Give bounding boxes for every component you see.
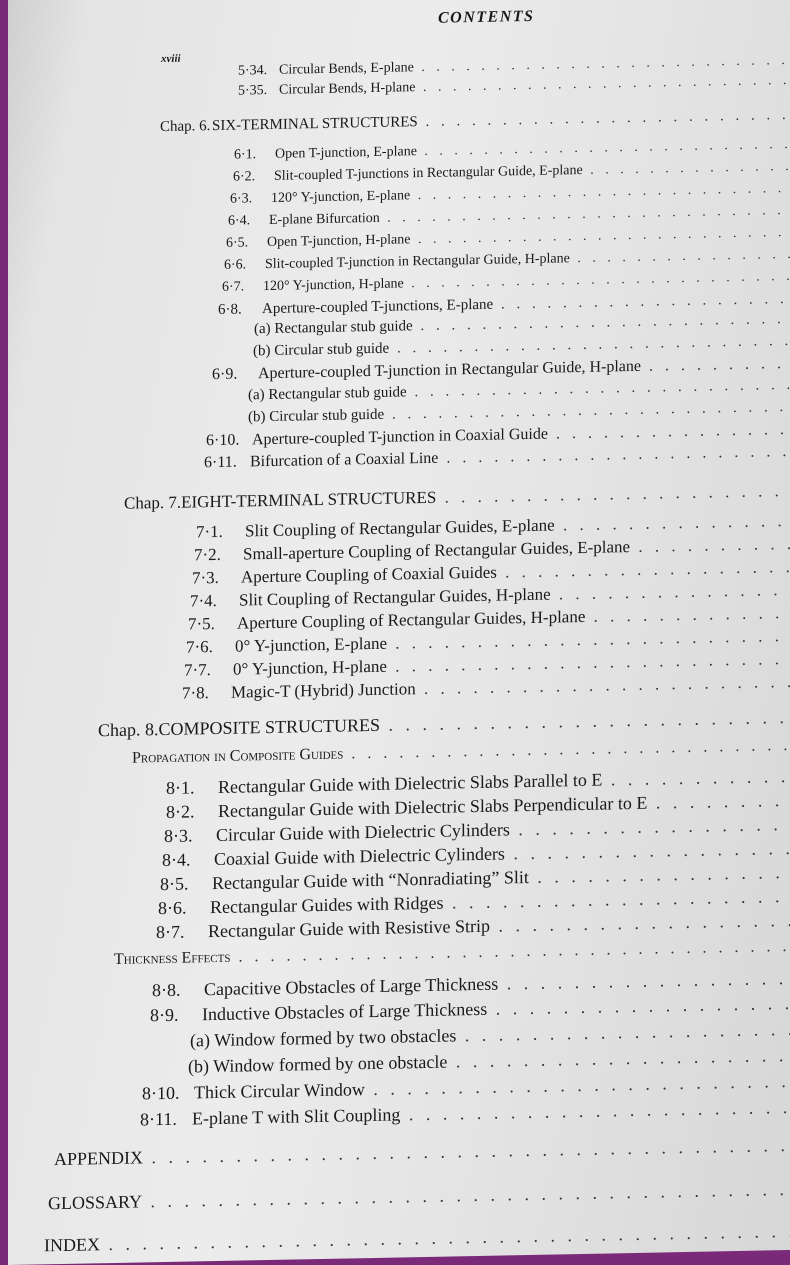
toc-entry[interactable] xyxy=(44,1221,790,1262)
entry-title: Thick Circular Window xyxy=(194,1079,365,1103)
entry-title: Bifurcation of a Coaxial Line xyxy=(250,449,439,471)
entry-number: Chap. 7. xyxy=(124,492,182,513)
toc-entry[interactable] xyxy=(48,1179,790,1220)
page-header: CONTENTS xyxy=(438,7,535,27)
entry-title: Small-aperture Coupling of Rectangular Guides, E-plane xyxy=(243,537,631,564)
entry-title: (b) Window formed by one obstacle xyxy=(188,1051,448,1077)
entry-number: 8·9. xyxy=(150,1004,179,1026)
entry-number: 7·7. xyxy=(184,660,211,680)
entry-number: 6·8. xyxy=(218,301,242,318)
entry-title: Circular Bends, E-plane xyxy=(279,60,414,78)
entry-number: 8·8. xyxy=(152,979,181,1001)
entry-title: (a) Rectangular stub guide xyxy=(254,318,413,338)
entry-title: Aperture Coupling of Rectangular Guides, H-plane xyxy=(237,606,586,633)
entry-title: Aperture Coupling of Coaxial Guides xyxy=(241,562,497,587)
entry-title: Slit Coupling of Rectangular Guides, H-plane xyxy=(239,584,551,610)
entry-title: Rectangular Guides with Ridges xyxy=(210,892,444,918)
entry-title: Rectangular Guide with Dielectric Slabs Perpendicular to E xyxy=(218,792,648,821)
entry-title: (b) Circular stub guide xyxy=(253,340,390,360)
entry-number: Chap. 8. xyxy=(98,719,159,741)
entry-title: Inductive Obstacles of Large Thickness xyxy=(202,998,488,1025)
entry-number: 6·6. xyxy=(224,257,247,273)
entry-number: 7·4. xyxy=(190,590,217,611)
entry-number: 6·3. xyxy=(230,191,253,207)
entry-title: Slit-coupled T-junctions in Rectangular Guide, E-plane xyxy=(274,162,583,184)
entry-number: 7·2. xyxy=(194,544,221,565)
entry-number: 7·8. xyxy=(182,683,209,703)
toc-entry[interactable] xyxy=(54,1135,790,1175)
entry-title: Rectangular Guide with Resistive Strip xyxy=(208,915,490,942)
entry-title: Capacitive Obstacles of Large Thickness xyxy=(204,973,499,1000)
entry-title: E-plane Bifurcation xyxy=(269,210,380,228)
entry-title: Thickness Effects xyxy=(114,948,231,968)
entry-title: Rectangular Guide with “Nonradiating” Slit xyxy=(212,866,529,894)
entry-title: EIGHT-TERMINAL STRUCTURES xyxy=(181,487,437,512)
entry-title: Slit-coupled T-junction in Rectangular Guide, H-plane xyxy=(265,251,570,273)
entry-number: 6·2. xyxy=(233,169,256,185)
entry-title: Rectangular Guide with Dielectric Slabs Parallel to E xyxy=(218,769,603,797)
entry-number: 6·9. xyxy=(212,365,238,384)
entry-title: Propagation in Composite Guides xyxy=(132,745,344,767)
entry-number: 8·6. xyxy=(158,897,187,919)
entry-number: 7·5. xyxy=(188,614,215,634)
book-page xyxy=(8,0,790,1265)
entry-number: 5·35. xyxy=(238,83,268,99)
entry-number: 8·7. xyxy=(156,921,185,943)
entry-title: (a) Window formed by two obstacles xyxy=(190,1025,457,1051)
entry-title: (b) Circular stub guide xyxy=(248,406,385,426)
entry-title: APPENDIX xyxy=(54,1147,144,1170)
entry-title: 0° Y-junction, H-plane xyxy=(233,656,387,679)
entry-number: 6·4. xyxy=(228,213,251,229)
entry-title: Open T-junction, E-plane xyxy=(275,144,417,162)
entry-number: 8·10. xyxy=(142,1082,180,1104)
entry-title: Coaxial Guide with Dielectric Cylinders xyxy=(214,843,505,870)
entry-number: 6·11. xyxy=(204,453,237,472)
entry-number: 6·7. xyxy=(222,279,245,295)
entry-number: 7·1. xyxy=(196,521,223,542)
entry-title: Circular Guide with Dielectric Cylinders xyxy=(216,819,510,846)
entry-number: 6·1. xyxy=(234,147,257,163)
entry-number: 8·5. xyxy=(160,873,189,895)
entry-title: E-plane T with Slit Coupling xyxy=(192,1104,401,1129)
entry-number: 5·34. xyxy=(238,63,268,79)
page-number: xviii xyxy=(161,52,181,66)
entry-title: Open T-junction, H-plane xyxy=(267,232,411,251)
entry-number: 8·1. xyxy=(166,777,195,798)
entry-title: GLOSSARY xyxy=(48,1191,143,1214)
entry-title: INDEX xyxy=(44,1234,100,1256)
entry-title: Circular Bends, H-plane xyxy=(279,80,416,98)
entry-title: 0° Y-junction, E-plane xyxy=(235,633,388,656)
entry-title: SIX-TERMINAL STRUCTURES xyxy=(212,114,418,135)
entry-title: Slit Coupling of Rectangular Guides, E-plane xyxy=(245,515,555,541)
entry-title: COMPOSITE STRUCTURES xyxy=(158,714,381,740)
entry-number: Chap. 6. xyxy=(160,118,211,136)
entry-number: 7·3. xyxy=(192,567,219,588)
entry-number: 8·2. xyxy=(166,801,195,822)
entry-title: 120° Y-junction, H-plane xyxy=(263,276,404,295)
entry-title: Aperture-coupled T-junction in Rectangular Guide, H-plane xyxy=(258,357,641,383)
entry-number: 7·6. xyxy=(186,637,213,657)
entry-number: 6·5. xyxy=(226,235,249,251)
entry-number: 8·11. xyxy=(140,1108,177,1130)
entry-number: 8·3. xyxy=(164,825,193,847)
entry-title: (a) Rectangular stub guide xyxy=(248,384,407,404)
entry-number: 8·4. xyxy=(162,849,191,871)
entry-title: Aperture-coupled T-junctions, E-plane xyxy=(262,296,494,318)
entry-title: Magic-T (Hybrid) Junction xyxy=(231,679,416,702)
entry-title: 120° Y-junction, E-plane xyxy=(271,188,411,206)
entry-title: Aperture-coupled T-junction in Coaxial Guide xyxy=(252,425,548,449)
entry-number: 6·10. xyxy=(206,431,240,450)
